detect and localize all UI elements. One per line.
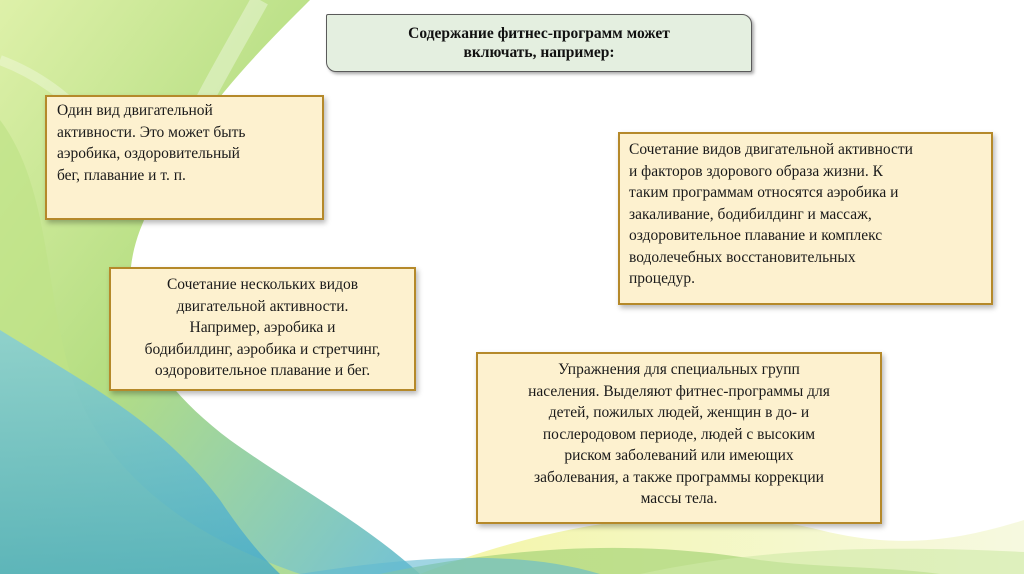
card-text-line: Упражнения для специальных групп	[558, 361, 800, 378]
card-text-line: Сочетание нескольких видов	[166, 276, 359, 293]
card-text-line: двигательной активности.	[176, 297, 349, 315]
card-text-line: массы тела.	[640, 490, 718, 507]
slide-title-box	[326, 14, 752, 72]
card-special-groups	[476, 352, 882, 524]
card-one-activity	[45, 95, 324, 220]
card-text-line: послеродовом периоде, людей с высоким	[542, 425, 816, 443]
card-several-activities	[109, 267, 416, 391]
card-text-line: Например, аэробика и	[189, 319, 336, 336]
card-text-line: Сочетание видов двигательной активности	[629, 141, 913, 158]
card-text-line: заболевания, а также программы коррекции	[534, 468, 824, 486]
card-text-line: аэробика, оздоровительный	[57, 145, 240, 162]
card-text-line: активности. Это может быть	[57, 123, 246, 141]
card-text-line: процедур.	[629, 270, 696, 287]
card-text-line: закаливание, бодибилдинг и массаж,	[629, 205, 872, 223]
slide-title-line: включать, например:	[463, 44, 615, 61]
card-text-line: риском заболеваний или имеющих	[564, 447, 794, 464]
card-text-line: Один вид двигательной	[57, 102, 213, 119]
card-text-line: бег, плавание и т. п.	[57, 166, 186, 184]
card-text-line: детей, пожилых людей, женщин в до- и	[548, 404, 810, 421]
slide-title-line: Содержание фитнес-программ может	[408, 25, 670, 42]
card-text-line: водолечебных восстановительных	[629, 248, 856, 266]
card-activity-and-lifestyle	[618, 132, 993, 305]
card-text-line: таким программам относятся аэробика и	[629, 184, 899, 201]
card-text-line: оздоровительное плавание и бег.	[154, 362, 371, 379]
card-text-line: населения. Выделяют фитнес-программы для	[528, 382, 830, 400]
card-text-line: и факторов здорового образа жизни. К	[629, 162, 883, 180]
card-text-line: бодибилдинг, аэробика и стретчинг,	[144, 340, 381, 358]
card-text-line: оздоровительное плавание и комплекс	[629, 227, 883, 244]
